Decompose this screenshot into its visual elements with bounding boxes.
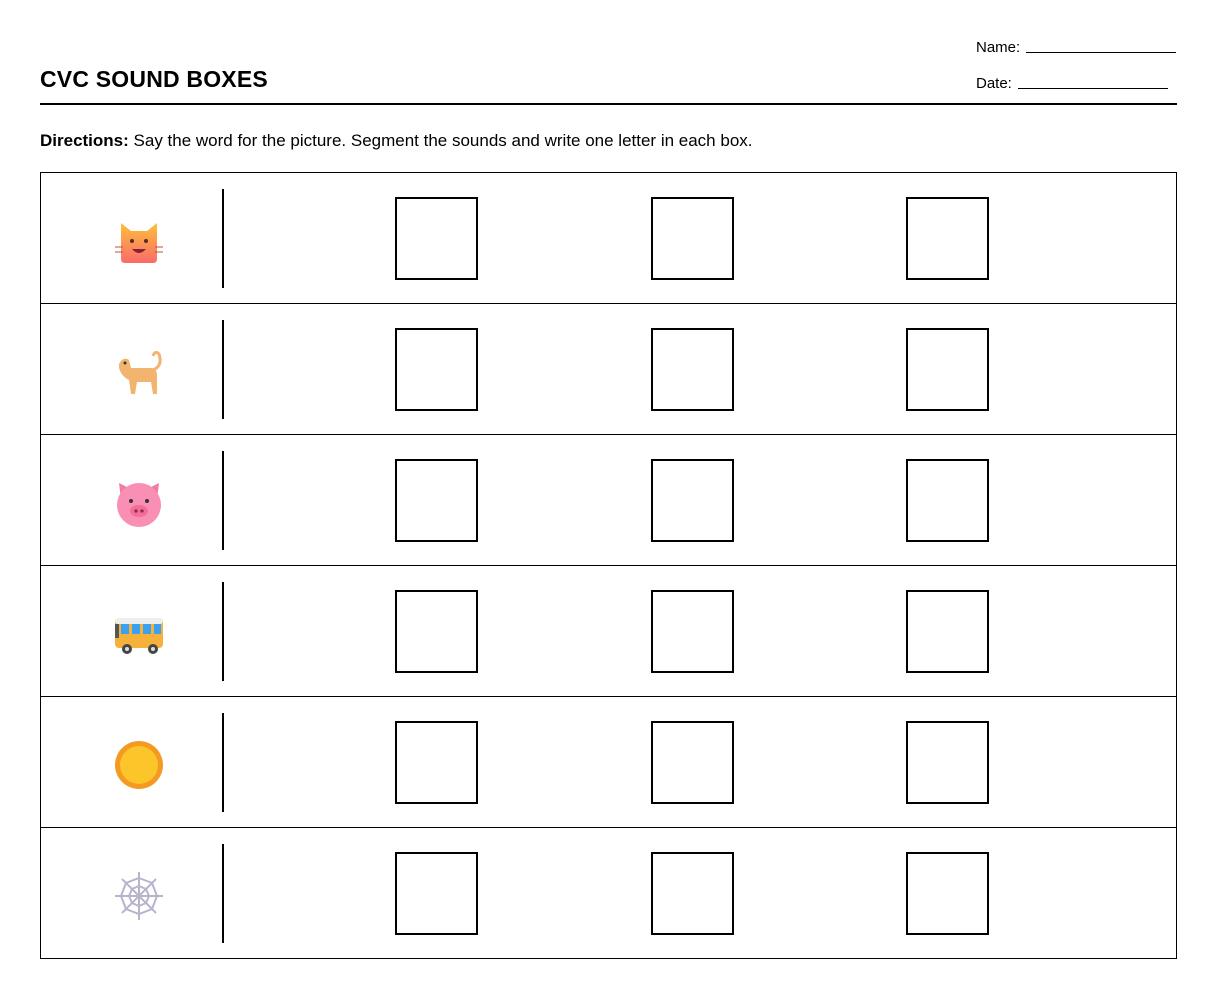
column-divider xyxy=(222,713,224,812)
sun-icon xyxy=(113,739,165,791)
table-row xyxy=(41,828,1176,958)
spider-web-icon xyxy=(113,870,165,922)
date-field[interactable] xyxy=(976,75,1168,92)
sound-box-3[interactable] xyxy=(906,459,989,542)
table-row xyxy=(41,304,1176,435)
table-row xyxy=(41,173,1176,304)
sound-box-2[interactable] xyxy=(651,590,734,673)
sound-box-1[interactable] xyxy=(395,590,478,673)
sound-box-2[interactable] xyxy=(651,721,734,804)
directions-label: Directions: xyxy=(40,131,129,150)
header-rule xyxy=(40,103,1177,105)
sound-box-1[interactable] xyxy=(395,852,478,935)
column-divider xyxy=(222,844,224,943)
pig-face-icon xyxy=(113,477,165,529)
worksheet-title: CVC SOUND BOXES xyxy=(40,66,268,92)
sound-box-1[interactable] xyxy=(395,328,478,411)
directions xyxy=(40,131,753,151)
bus-icon xyxy=(113,608,165,660)
sound-box-1[interactable] xyxy=(395,459,478,542)
sound-box-1[interactable] xyxy=(395,721,478,804)
cat-face-icon xyxy=(113,215,165,267)
name-field[interactable] xyxy=(976,39,1176,56)
dog-icon xyxy=(113,346,165,398)
sound-box-2[interactable] xyxy=(651,852,734,935)
date-line[interactable] xyxy=(1018,87,1168,89)
table-row xyxy=(41,435,1176,566)
name-line[interactable] xyxy=(1026,51,1176,53)
sound-box-3[interactable] xyxy=(906,590,989,673)
sound-box-3[interactable] xyxy=(906,721,989,804)
sound-box-1[interactable] xyxy=(395,197,478,280)
sound-box-3[interactable] xyxy=(906,852,989,935)
sound-box-table xyxy=(40,172,1177,959)
sound-box-3[interactable] xyxy=(906,197,989,280)
date-label: Date: xyxy=(976,75,1012,92)
table-row xyxy=(41,566,1176,697)
column-divider xyxy=(222,320,224,419)
column-divider xyxy=(222,189,224,288)
column-divider xyxy=(222,582,224,681)
name-label: Name: xyxy=(976,39,1021,56)
table-row xyxy=(41,697,1176,828)
sound-box-3[interactable] xyxy=(906,328,989,411)
sound-box-2[interactable] xyxy=(651,197,734,280)
directions-text: Say the word for the picture. Segment the sounds and write one letter in each box. xyxy=(128,131,753,150)
sound-box-2[interactable] xyxy=(651,328,734,411)
sound-box-2[interactable] xyxy=(651,459,734,542)
column-divider xyxy=(222,451,224,550)
